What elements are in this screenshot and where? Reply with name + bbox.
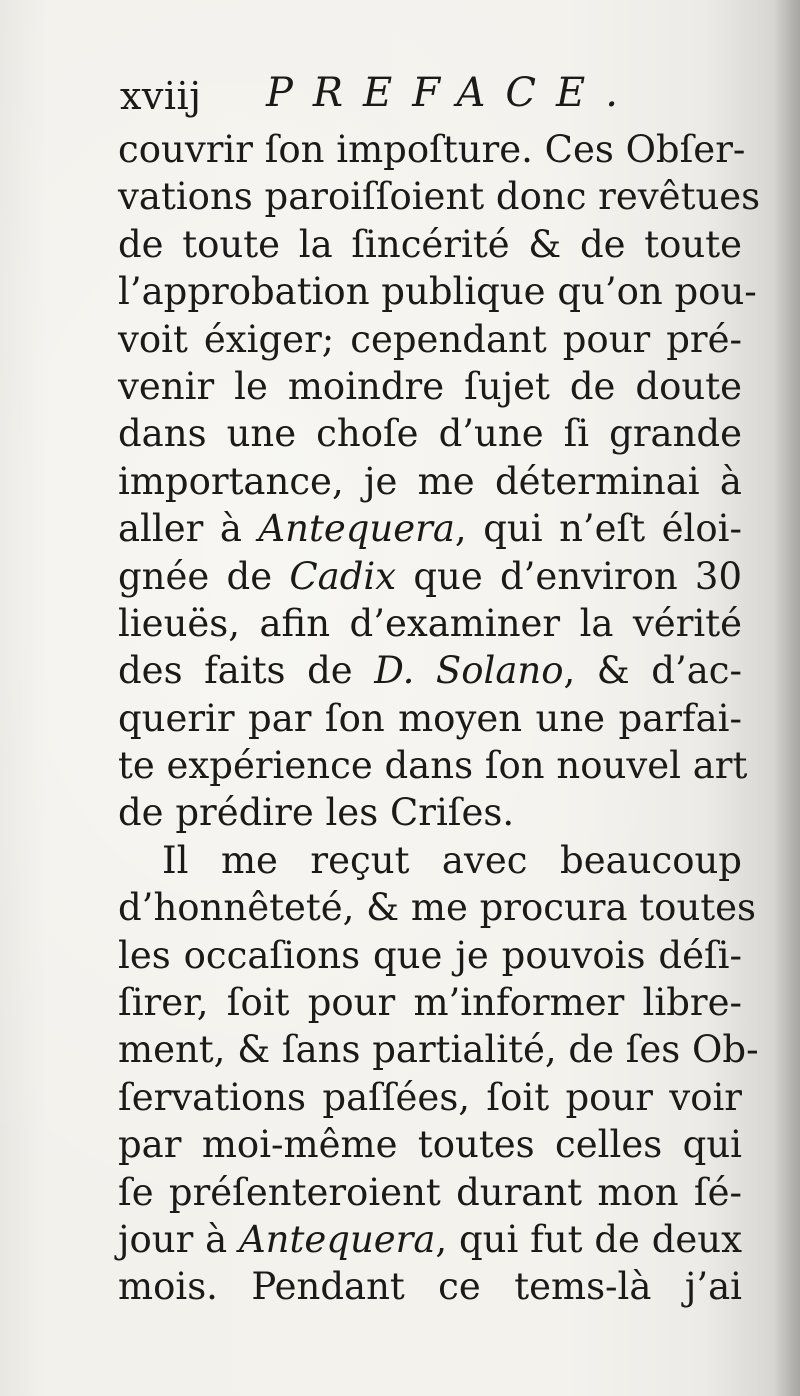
text-line — [118, 221, 742, 268]
text-line — [118, 600, 742, 647]
running-title: PREFACE. — [266, 70, 638, 116]
paragraph — [118, 837, 759, 1311]
text-segment: les occaſions que je pouvois déſi- — [118, 933, 742, 977]
text-segment: de toute la ſincérité & de toute — [118, 222, 742, 266]
text-segment: des faits de — [118, 649, 375, 693]
text-segment: venir le moindre ſujet de doute — [118, 364, 742, 408]
text-segment: ſirer, ſoit pour m’informer libre- — [118, 981, 742, 1025]
italic-name: Antequera — [238, 1217, 436, 1261]
text-segment: dans une choſe d’une ſi grande — [118, 412, 742, 456]
text-segment: voit éxiger; cependant pour pré- — [118, 317, 742, 361]
text-segment: ſe préſenteroient durant mon ſé- — [118, 1170, 742, 1214]
text-line — [118, 1121, 742, 1168]
text-line — [118, 1216, 742, 1263]
text-segment: couvrir ſon impoſture. Ces Obſer- — [118, 128, 746, 171]
text-segment: querir par ſon moyen une parfai- — [118, 696, 742, 740]
text-line — [118, 410, 742, 457]
text-segment: mois. Pendant ce tems-là j’ai — [118, 1265, 742, 1309]
text-segment: , & d’ac- — [563, 649, 743, 693]
text-line — [118, 1026, 759, 1073]
text-segment: jour à — [118, 1217, 239, 1261]
page-header — [120, 68, 740, 128]
text-segment: d’honnêteté, & me procura toutes — [118, 886, 757, 930]
italic-name: Cadix — [289, 554, 397, 598]
text-segment: ment, & ſans partialité, de ſes Ob- — [118, 1028, 759, 1072]
text-line — [118, 553, 742, 600]
text-line — [118, 1169, 742, 1216]
text-line — [118, 695, 742, 742]
text-line — [118, 742, 748, 789]
page-number: xviij — [120, 74, 202, 118]
text-line — [118, 505, 742, 552]
text-segment: te expérience dans ſon nouvel art — [118, 744, 748, 788]
text-line — [118, 1263, 742, 1310]
text-line — [118, 789, 742, 836]
text-line — [118, 363, 742, 410]
text-segment: Il me reçut avec beaucoup — [162, 838, 742, 882]
page-edge-shadow — [774, 0, 800, 1396]
text-line — [118, 173, 761, 220]
text-line — [118, 268, 757, 315]
text-segment: de prédire les Criſes. — [118, 791, 515, 835]
text-line — [118, 126, 746, 173]
text-line — [118, 932, 742, 979]
text-line — [118, 837, 742, 884]
text-line — [118, 979, 742, 1026]
text-line — [118, 884, 757, 931]
text-line — [118, 458, 742, 505]
italic-name: D. Solano — [374, 649, 564, 693]
text-segment: l’approbation publique qu’on pou- — [118, 270, 757, 314]
text-segment: vations paroiſſoient donc revêtues — [118, 175, 761, 219]
text-segment: , qui n’eſt éloi- — [454, 507, 742, 551]
text-segment: , qui fut de deux — [435, 1217, 742, 1261]
text-segment: que d’environ 30 — [396, 554, 742, 598]
text-line — [118, 647, 742, 694]
text-segment: importance, je me déterminai à — [118, 459, 742, 503]
text-line — [118, 1074, 742, 1121]
text-segment: aller à — [118, 507, 259, 551]
text-line — [118, 316, 742, 363]
paragraph — [118, 126, 761, 837]
text-segment: ſervations paſſées, ſoit pour voir — [118, 1075, 742, 1119]
text-segment: par moi-même toutes celles qui — [118, 1123, 742, 1167]
text-segment: gnée de — [118, 554, 290, 598]
italic-name: Antequera — [258, 507, 455, 551]
text-segment: lieuës, afin d’examiner la vérité — [118, 601, 742, 645]
body-text — [118, 126, 761, 1311]
